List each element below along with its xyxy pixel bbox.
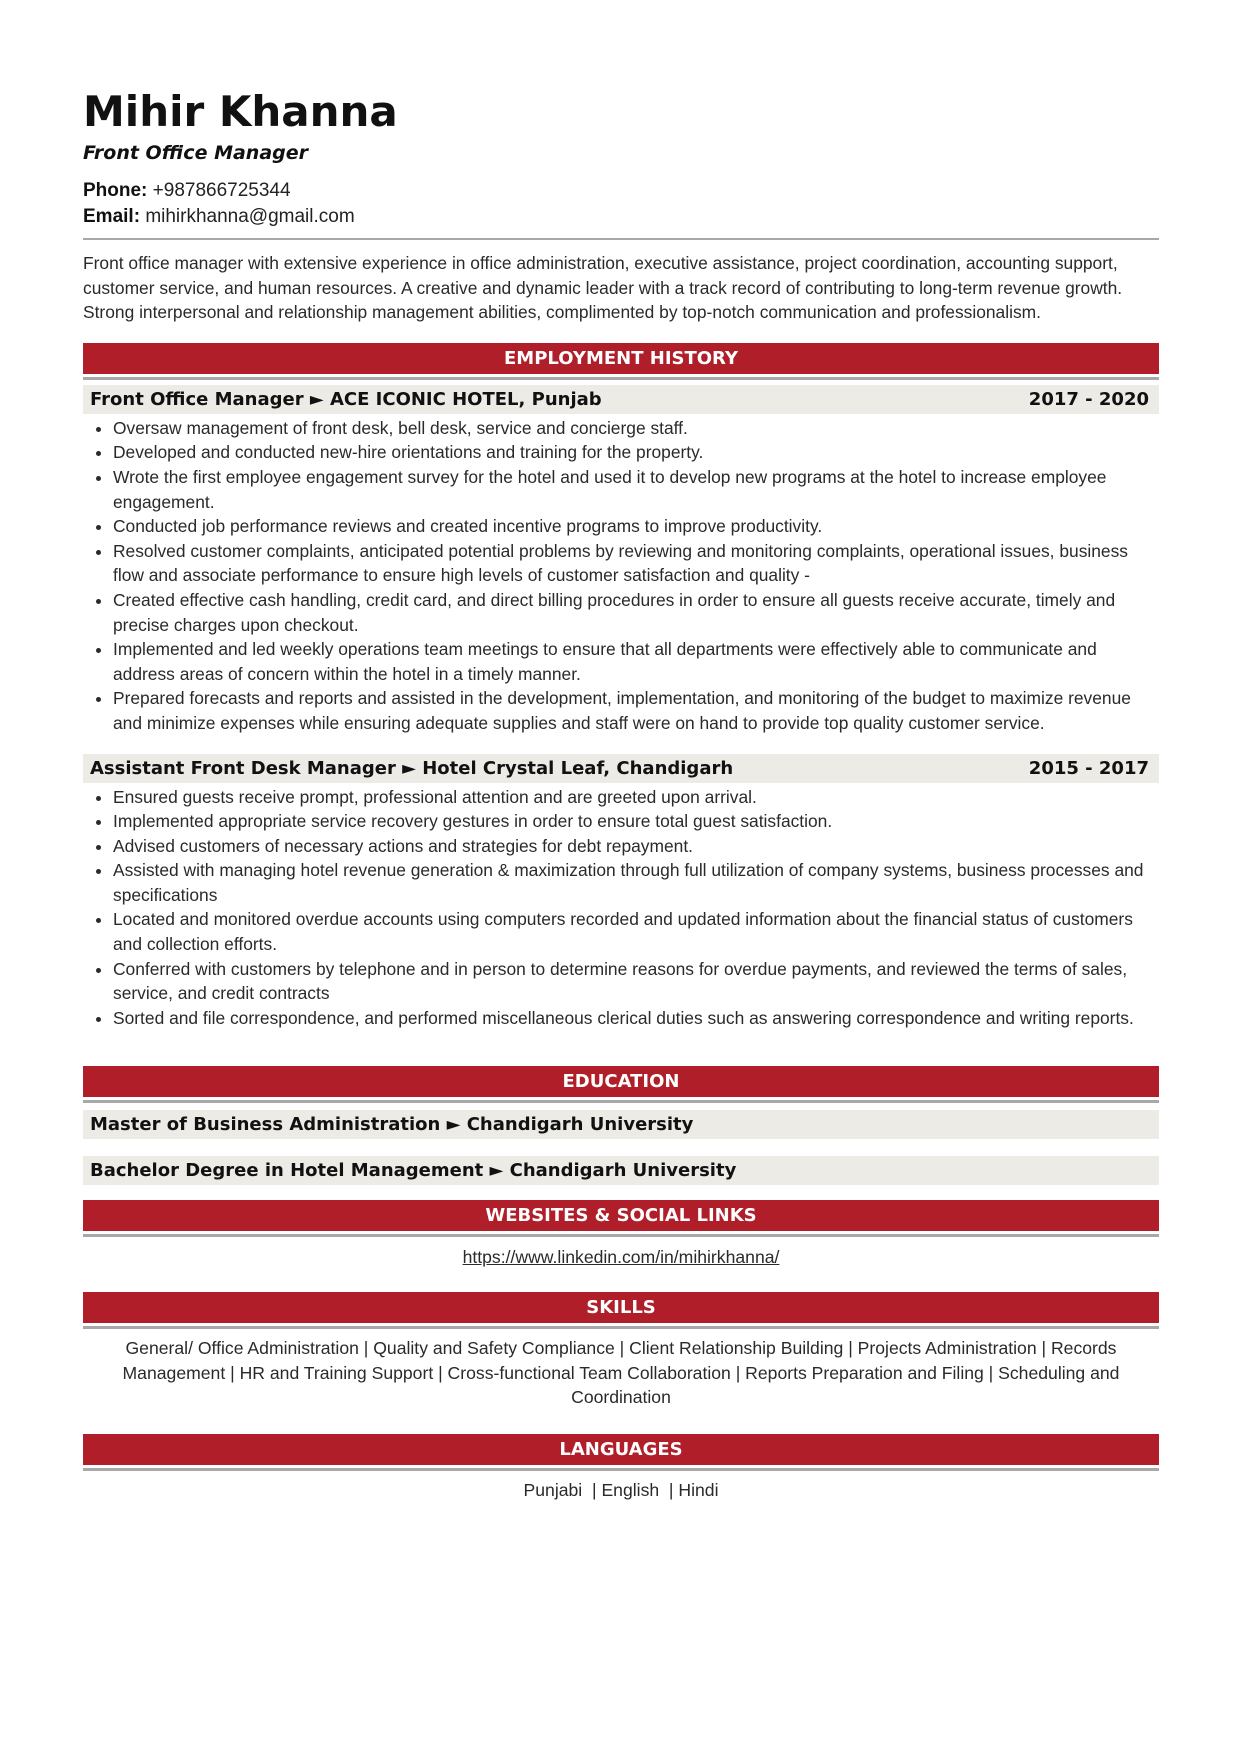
list-item: • Wrote the first employee engagement survey for the hotel and used it to develop new programs at the hotel to increase employee engagement. — [113, 465, 1159, 514]
phone-line — [83, 178, 1159, 204]
email-value: mihirkhanna@gmail.com — [145, 206, 355, 227]
section-heading-skills: SKILLS — [83, 1292, 1159, 1326]
job-title-bar — [83, 385, 1159, 414]
job-entry — [83, 385, 1159, 736]
job-dates: 2015 - 2017 — [1028, 757, 1149, 779]
list-item: • Implemented appropriate service recovery gestures in order to ensure total guest satisfaction. — [113, 809, 1159, 834]
skills-list: General/ Office Administration | Quality and Safety Compliance | Client Relationship Building | Projects Administration | Records Management | HR and Training Support | Cross-functional Team Collaboration | Reports Preparation and Filing | Scheduling and Coordination — [122, 1338, 1120, 1408]
list-item: • Advised customers of necessary actions and strategies for debt repayment. — [113, 834, 1159, 859]
job-title-bar — [83, 754, 1159, 783]
list-item: • Implemented and led weekly operations team meetings to ensure that all departments were effectively able to communicate and address areas of concern within the hotel in a timely manner. — [113, 637, 1159, 686]
list-item: • Developed and conducted new-hire orientations and training for the property. — [113, 440, 1159, 465]
job-bullets — [83, 416, 1159, 736]
job-dates: 2017 - 2020 — [1028, 388, 1149, 410]
links-block — [83, 1245, 1159, 1270]
list-item: • Conferred with customers by telephone and in person to determine reasons for overdue payments, and reviewed the terms of sales, service, and credit contracts — [113, 957, 1159, 1006]
list-item: • Oversaw management of front desk, bell desk, service and concierge staff. — [113, 416, 1159, 441]
list-item: • Created effective cash handling, credit card, and direct billing procedures in order to ensure all guests receive accurate, timely and precise charges upon checkout. — [113, 588, 1159, 637]
list-item: • Prepared forecasts and reports and assisted in the development, implementation, and monitoring of the budget to maximize revenue and minimize expenses while ensuring adequate supplies and staff were on hand to provide top quality customer service. — [113, 686, 1159, 735]
list-item: • Located and monitored overdue accounts using computers recorded and updated information about the financial status of customers and collection efforts. — [113, 907, 1159, 956]
job-bullets — [83, 785, 1159, 1031]
list-item: • Ensured guests receive prompt, professional attention and are greeted upon arrival. — [113, 785, 1159, 810]
section-heading-languages: LANGUAGES — [83, 1434, 1159, 1468]
education-item: Master of Business Administration ► Chandigarh University — [83, 1110, 1159, 1139]
email-label: Email: — [83, 206, 141, 227]
profile-summary: Front office manager with extensive experience in office administration, executive assistance, project coordination, accounting support, customer service, and human resources. A creative and dynamic leader with a track record of contributing to long-term revenue growth. Strong interpersonal and relationship management abilities, complimented by top-notch communication and professionalism. — [83, 253, 1123, 323]
resume-page — [83, 86, 1159, 1502]
job-title: Front Office Manager ► ACE ICONIC HOTEL, Punjab — [90, 388, 602, 410]
list-item: • Assisted with managing hotel revenue generation & maximization through full utilization of company systems, business processes and specifications — [113, 858, 1159, 907]
job-title: Assistant Front Desk Manager ► Hotel Crystal Leaf, Chandigarh — [90, 757, 734, 779]
list-item: • Resolved customer complaints, anticipated potential problems by reviewing and monitoring complaints, operational issues, business flow and associate performance to ensure high levels of customer satisfaction and quality - — [113, 539, 1159, 588]
linkedin-link[interactable]: https://www.linkedin.com/in/mihirkhanna/ — [462, 1247, 780, 1268]
contact-block — [83, 178, 1159, 230]
section-heading-links: WEBSITES & SOCIAL LINKS — [83, 1200, 1159, 1234]
list-item: • Sorted and file correspondence, and performed miscellaneous clerical duties such as answering correspondence and writing reports. — [113, 1006, 1159, 1031]
phone-label: Phone: — [83, 180, 148, 201]
education-item: Bachelor Degree in Hotel Management ► Chandigarh University — [83, 1156, 1159, 1185]
header-divider — [83, 238, 1159, 240]
list-item: • Conducted job performance reviews and created incentive programs to improve productivity. — [113, 514, 1159, 539]
phone-value: +987866725344 — [152, 180, 291, 201]
candidate-name: Mihir Khanna — [83, 87, 398, 136]
job-entry — [83, 754, 1159, 1031]
candidate-title: Front Office Manager — [83, 142, 309, 164]
email-line — [83, 204, 1159, 230]
languages-list: Punjabi | English | Hindi — [523, 1479, 719, 1500]
section-heading-education: EDUCATION — [83, 1066, 1159, 1100]
section-heading-employment: EMPLOYMENT HISTORY — [83, 343, 1159, 377]
